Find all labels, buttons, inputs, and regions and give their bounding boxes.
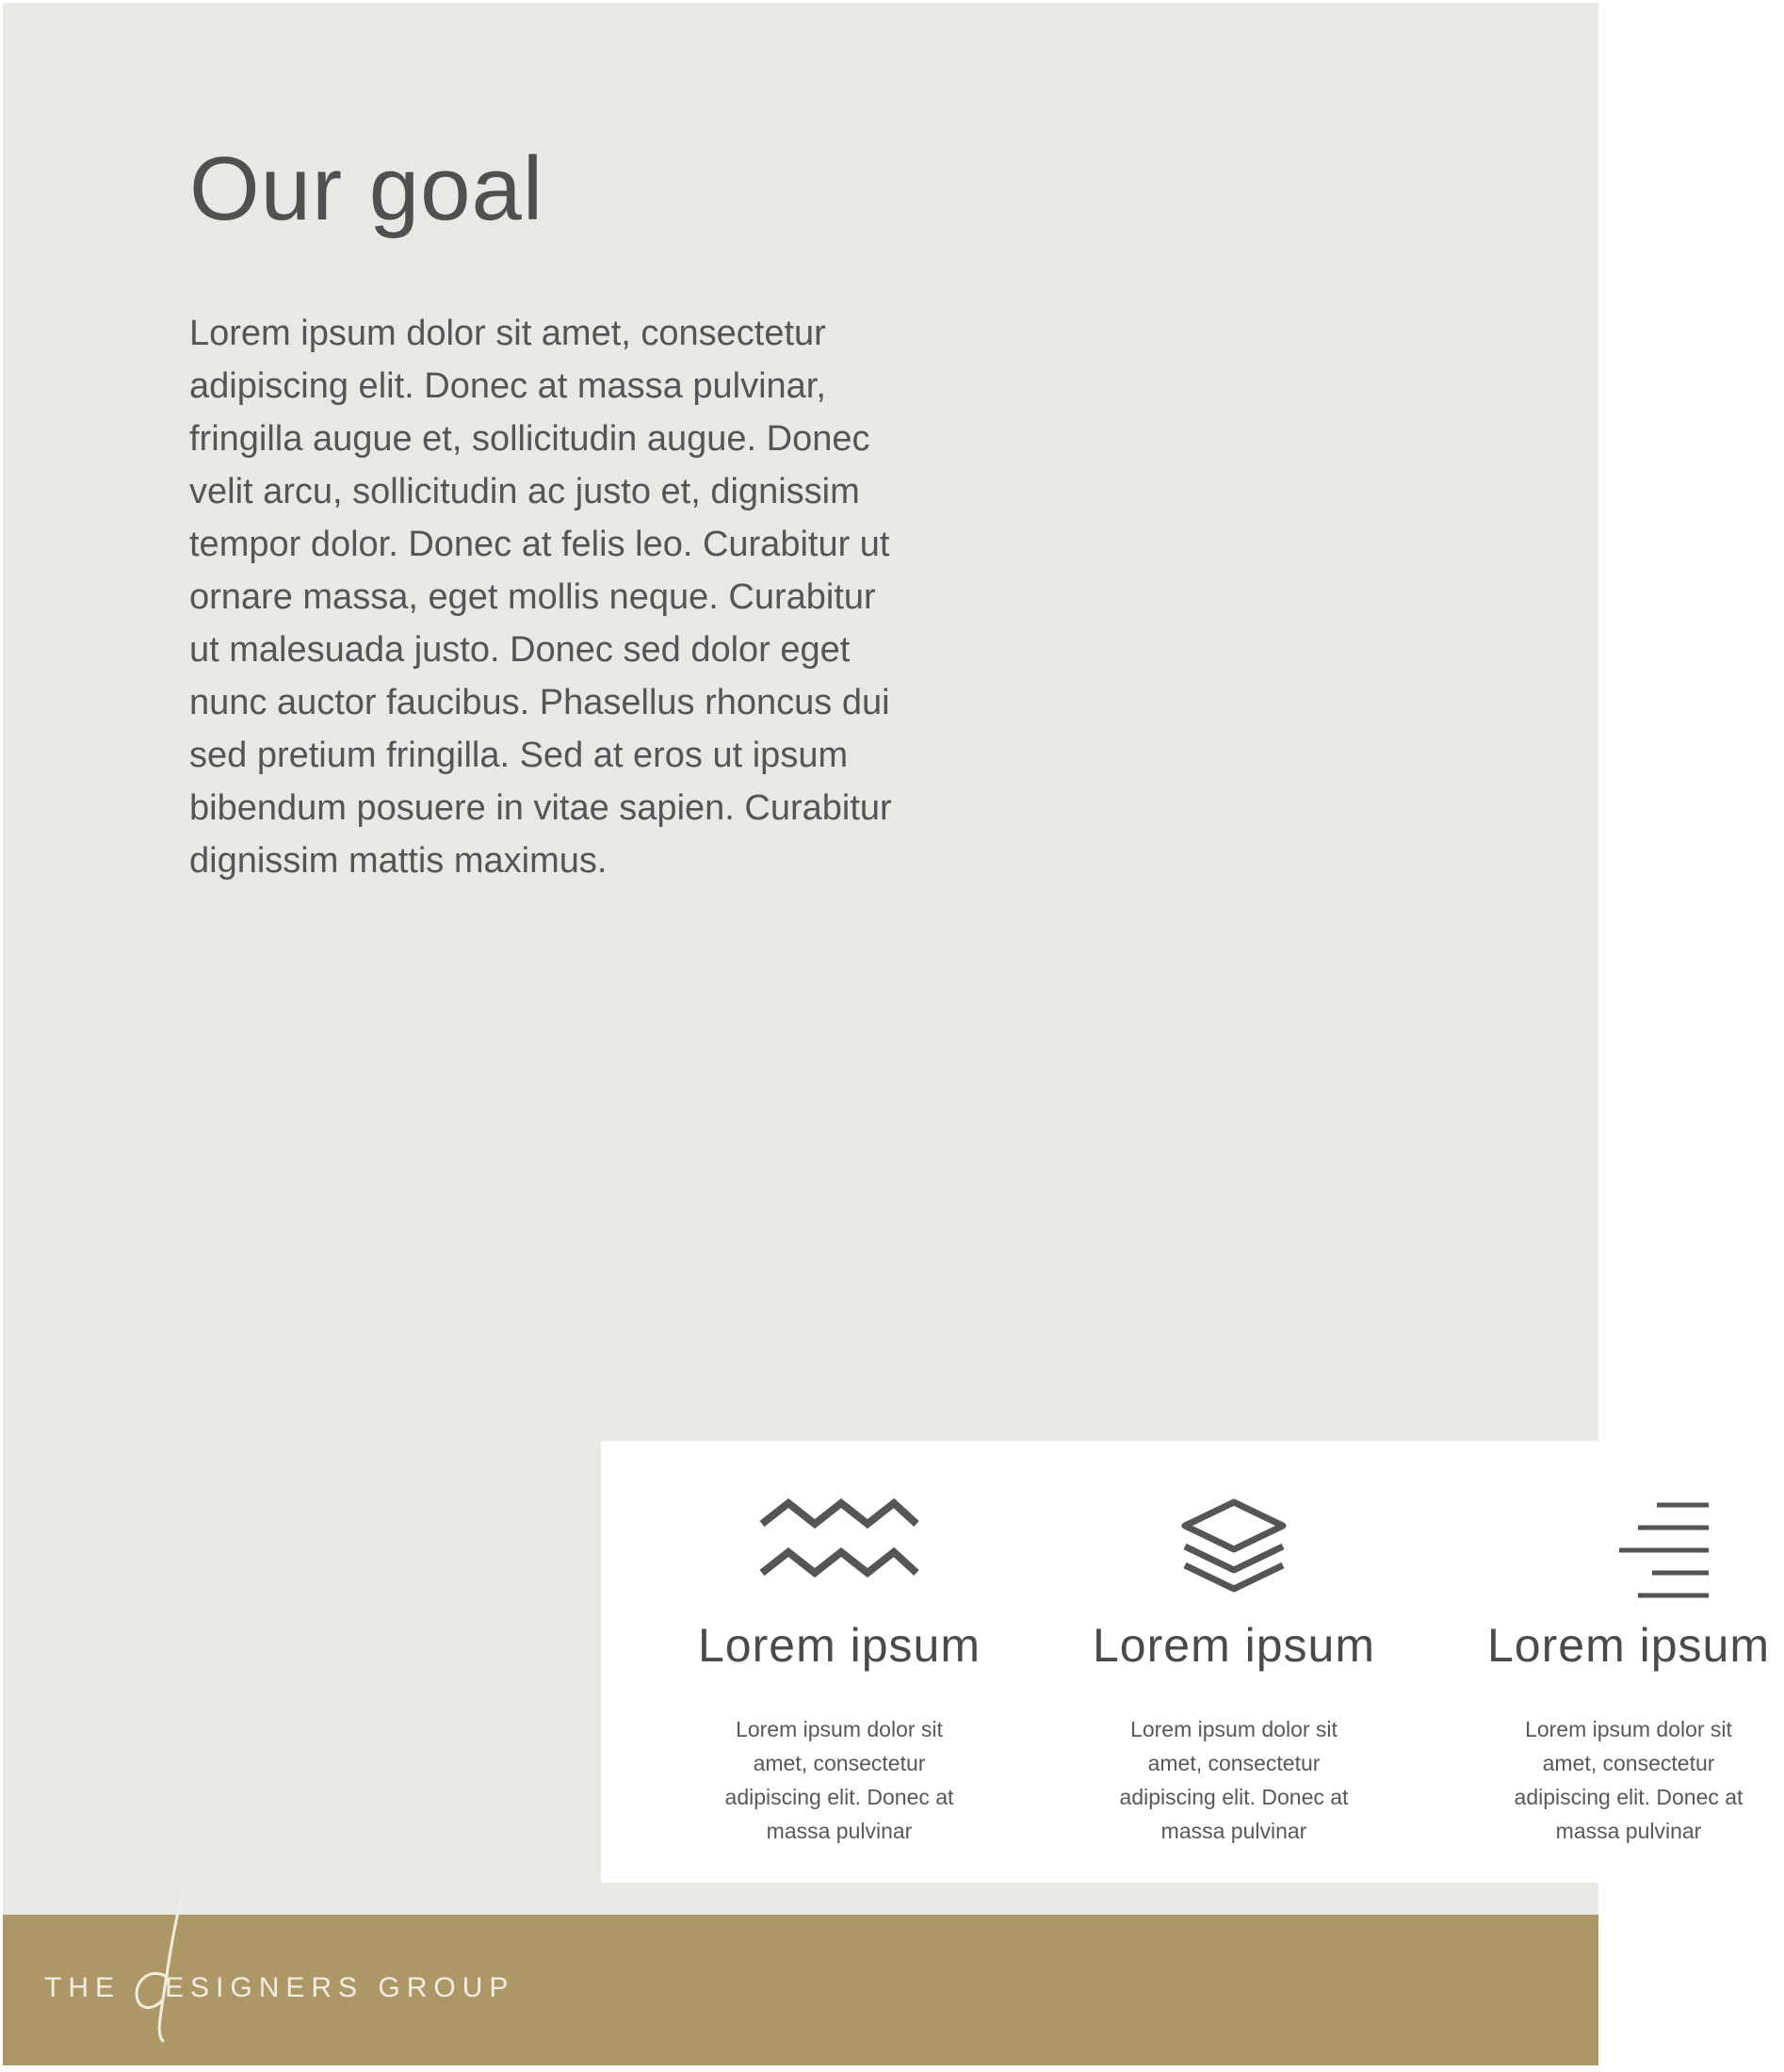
logo-text-left: THE	[44, 1972, 121, 2003]
feature-text: Lorem ipsum dolor sit amet, consectetur adipiscing elit. Donec at massa pulvinar	[1119, 1717, 1349, 1843]
company-logo	[44, 1886, 534, 2047]
script-d-logo-icon	[125, 1886, 210, 2047]
features-card	[601, 1441, 1770, 1883]
zigzag-waves-icon	[684, 1497, 995, 1601]
feature-text: Lorem ipsum dolor sit amet, consectetur adipiscing elit. Donec at massa pulvinar	[724, 1717, 954, 1843]
feature-title: Lorem ipsum	[1093, 1619, 1375, 1672]
page-title: Our goal	[189, 138, 544, 239]
feature-title: Lorem ipsum	[1487, 1619, 1770, 1672]
feature-text: Lorem ipsum dolor sit amet, consectetur adipiscing elit. Donec at massa pulvinar	[1514, 1717, 1743, 1843]
feature-title: Lorem ipsum	[698, 1619, 981, 1672]
logo-text-right: ESIGNERS GROUP	[165, 1972, 515, 2003]
page-body-text: Lorem ipsum dolor sit amet, consectetur adipiscing elit. Donec at massa pulvinar, fringilla augue et, sollicitudin augue. Donec velit arcu, sollicitudin ac justo et, dignissim tempor dolor. Donec at felis leo. Curabitur ut ornare massa, eget mollis neque. Curabitur ut malesuada justo. Donec sed dolor eget nunc auctor faucibus. Phasellus rhoncus dui sed pretium fringilla. Sed at eros ut ipsum bibendum posuere in vitae sapien. Curabitur dignissim mattis maximus.	[189, 314, 892, 881]
page	[3, 3, 1770, 2065]
layers-icon	[1079, 1497, 1389, 1601]
speed-lines-icon	[1473, 1497, 1784, 1601]
